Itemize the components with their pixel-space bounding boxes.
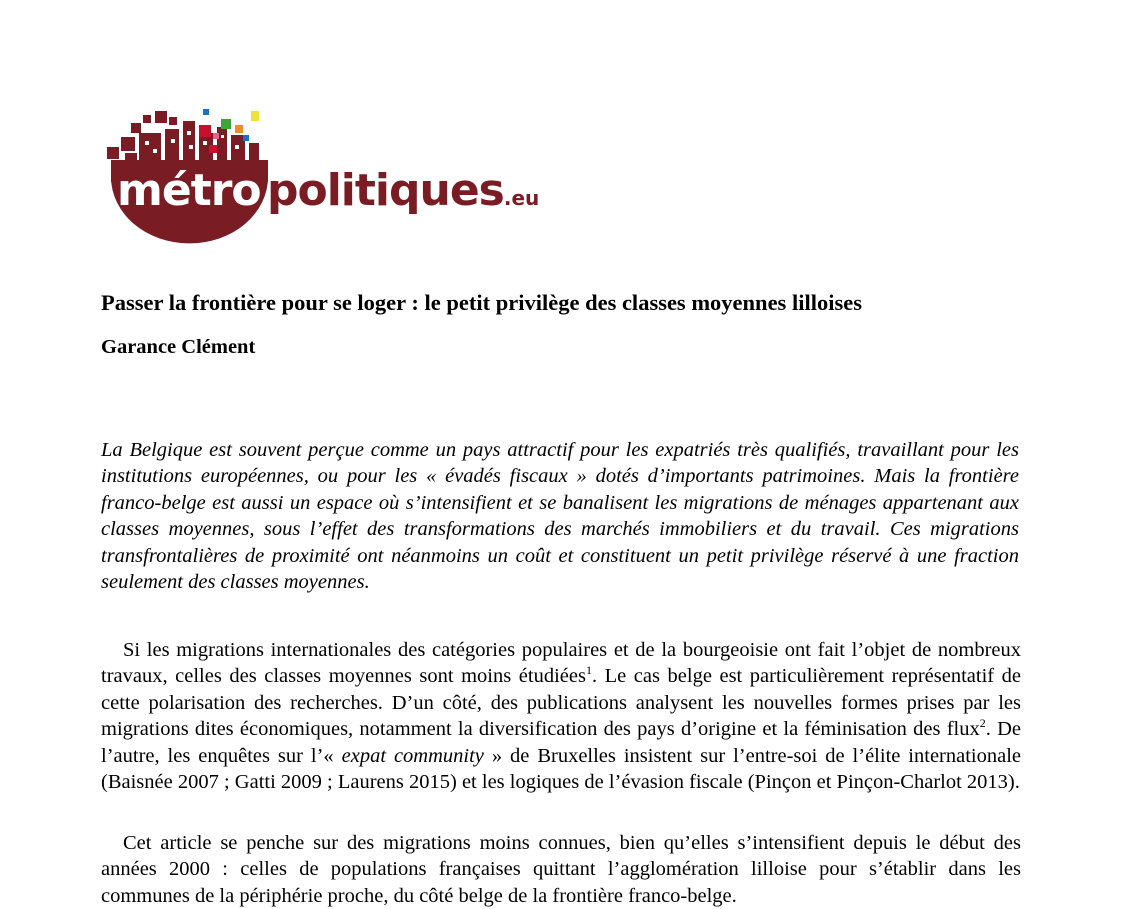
logo-accent-pink [213,133,219,139]
logo-accent-orange [235,125,243,133]
logo-accent-blue-2 [243,135,249,141]
para1-text-part2: . Le cas belge est particulièrement représentatif de cette polarisation des recherches. D’un côté, des publications analysent les nouvelles formes prises par les migrations dites économiques, notamment la diversification des pays d’origine et la féminisation des flux [101,665,1022,741]
para1-italic-term: expat community [341,744,484,767]
article-title: Passer la frontière pour se loger : le petit privilège des classes moyennes lilloises [101,290,862,315]
body-paragraph-1 [101,637,1021,795]
article-author: Garance Clément [101,336,256,358]
article-abstract: La Belgique est souvent perçue comme un pays attractif pour les expatriés très qualifiés, travaillant pour les institutions européennes, ou pour les « évadés fiscaux » dotés d’importants patrimoines. Mais la frontière franco-belge est aussi un espace où s’intensifient et se banalisent les migrations de ménages appartenant aux classes moyennes, sous l’effet des transformations des marchés immobiliers et du travail. Ces migrations transfrontalières de proximité ont néanmoins un coût et constituent un petit privilège réservé à une fraction seulement des classes moyennes. [101,439,1019,594]
logo-accent-yellow [251,111,259,121]
logo-accent-red [199,125,211,137]
footnote-ref-2[interactable]: 2 [979,716,986,731]
logo-politiques-word: politiques [267,165,504,216]
logo-accent-red-2 [209,145,217,153]
logo-accent-blue [203,109,209,115]
metropolitiques-logo [103,105,540,250]
logo-accent-green [221,119,231,129]
para1-text-part4: » de Bruxelles insistent sur l’entre-soi de l’élite internationale (Baisnée 2007 ; Gatti 2009 ; Laurens 2015) et les logiques de l’évasion fiscale (Pinçon et Pinçon-Charlot 2013). [101,744,1021,794]
para1-text-part3: . De l’autre, les enquêtes sur l’« [101,718,1022,767]
logo-text-metro: métro [117,165,261,216]
logo-text-politiques [267,165,540,216]
para1-text-part1: Si les migrations internationales des catégories populaires et de la bourgeoisie ont fait l’objet de nombreux travaux, celles des classes moyennes sont moins étudiées [101,639,1021,688]
logo-domain-suffix: .eu [503,186,540,210]
footnote-ref-1[interactable]: 1 [585,663,592,678]
body-paragraph-2: Cet article se penche sur des migrations moins connues, bien qu’elles s’intensifient depuis le début des années 2000 : celles de populations françaises quittant l’agglomération lilloise pour s’établir dans les communes de la périphérie proche, du côté belge de la frontière franco-belge. [101,832,1021,907]
